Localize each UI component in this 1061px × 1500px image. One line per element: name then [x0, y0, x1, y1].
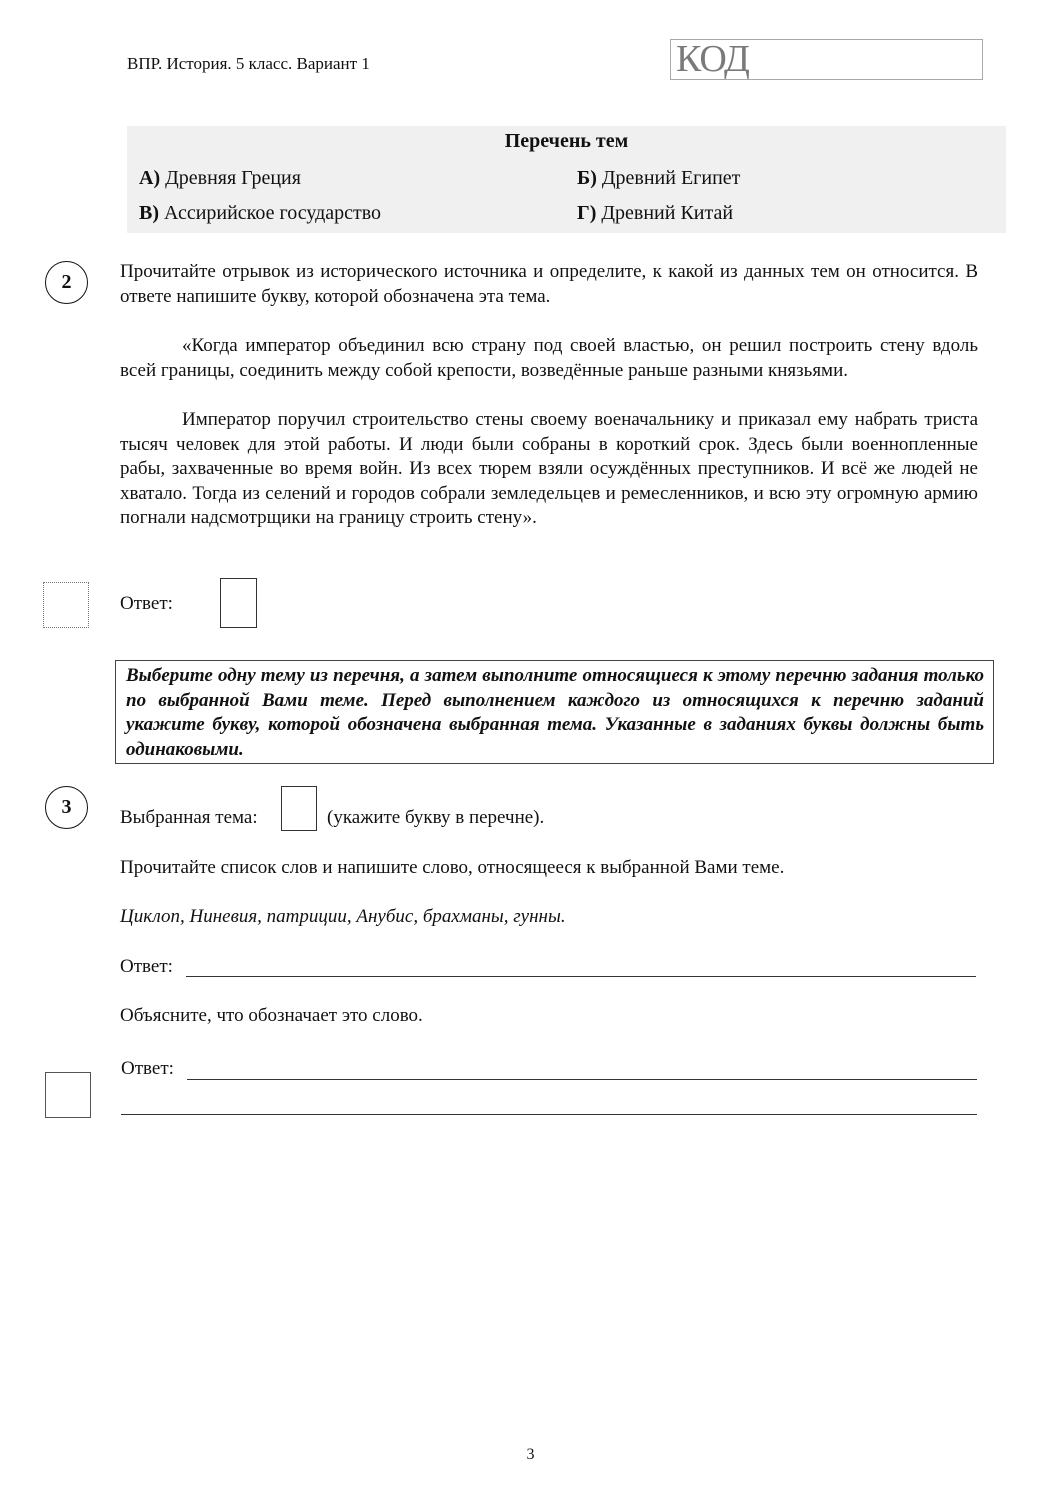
- document-header: ВПР. История. 5 класс. Вариант 1: [127, 54, 370, 73]
- task2-answer-label: Ответ:: [120, 593, 173, 614]
- topic-name: Ассирийское государство: [164, 202, 382, 224]
- task3-answer2-line-2[interactable]: [121, 1114, 977, 1115]
- code-field[interactable]: [670, 39, 983, 80]
- explain-prompt: Объясните, что обозначает это слово.: [120, 1005, 423, 1026]
- code-label: КОД: [676, 38, 749, 80]
- topic-letter: В): [139, 202, 159, 224]
- instruction-box: Выберите одну тему из перечня, а затем выполните относящиеся к этому перечню задания только по выбранной Вами теме. Перед выполнением каждого из относящихся к перечню заданий укажите букву, которой обозначена выбранная тема. Указанные в заданиях буквы должны быть одинаковыми.: [115, 660, 994, 764]
- word-list: Циклоп, Ниневия, патриции, Анубис, брахманы, гунны.: [120, 906, 566, 927]
- topic-name: Древний Китай: [601, 202, 734, 224]
- topic-item: [139, 167, 301, 190]
- task3-answer1-label: Ответ:: [120, 956, 173, 977]
- task2-quote-paragraph-1: «Когда император объединил всю страну под своей властью, он решил построить стену вдоль всей границы, соединить между собой крепости, возведённые раньше разными князьями.: [120, 335, 978, 381]
- page-number: 3: [526, 1446, 535, 1463]
- topic-item: [577, 202, 733, 225]
- score-box: [45, 1072, 91, 1118]
- topic-letter: Б): [577, 167, 597, 189]
- task2-quote-paragraph-2: Император поручил строительство стены своему военачальнику и приказал ему набрать триста тысяч человек для этой работы. И люди были собраны в короткий срок. Здесь были военнопленные рабы, захваченные во время войн. Из всех тюрем взяли осуждённых преступников. И всё же людей не хватало. Тогда из селений и городов собрали земледельцев и ремесленников, и всю эту огромную армию погнали надсмотрщики на границу строить стену».: [120, 409, 978, 528]
- topic-name: Древний Египет: [601, 167, 741, 189]
- topic-item: [139, 202, 381, 225]
- task-number-badge: 2: [45, 261, 88, 304]
- topics-title: Перечень тем: [504, 130, 629, 152]
- task-number-badge: 3: [45, 786, 88, 829]
- topics-list: [127, 126, 1006, 233]
- task3-answer2-label: Ответ:: [121, 1058, 174, 1079]
- task2-answer-box[interactable]: [220, 578, 257, 628]
- task2-prompt: Прочитайте отрывок из исторического источника и определите, к какой из данных тем он относится. В ответе напишите букву, которой обозначена эта тема.: [120, 261, 978, 307]
- chosen-topic-hint: (укажите букву в перечне).: [327, 807, 545, 828]
- topic-item: [577, 167, 740, 190]
- topic-letter: А): [139, 167, 161, 189]
- task3-answer2-line[interactable]: [187, 1079, 977, 1080]
- topic-name: Древняя Греция: [165, 167, 301, 189]
- chosen-topic-box[interactable]: [281, 786, 317, 831]
- topic-letter: Г): [577, 202, 597, 224]
- score-box-dotted: [43, 582, 89, 628]
- task3-prompt: Прочитайте список слов и напишите слово, относящееся к выбранной Вами теме.: [120, 857, 785, 878]
- task3-answer1-line[interactable]: [186, 976, 976, 977]
- chosen-topic-label: Выбранная тема:: [120, 807, 258, 828]
